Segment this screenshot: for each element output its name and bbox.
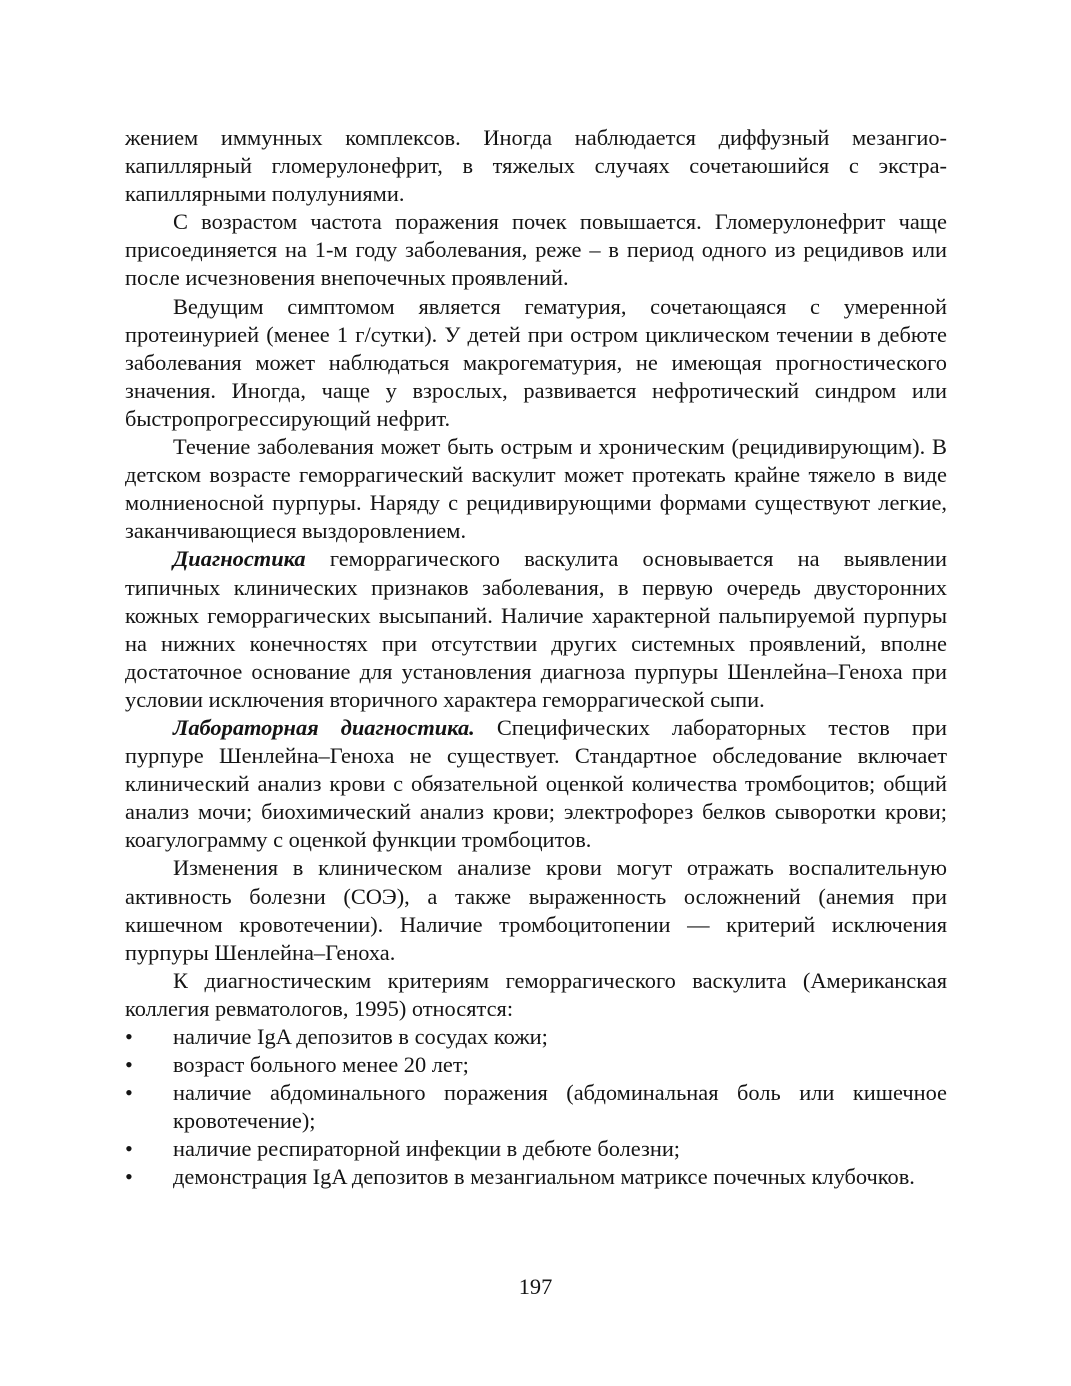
- criteria-list: [125, 1023, 947, 1192]
- list-item: [125, 1023, 947, 1051]
- bullet-icon: •: [125, 1024, 133, 1049]
- paragraph-lab-diagnostics: [125, 714, 947, 854]
- paragraph-blood-changes: Изменения в клиническом анализе крови могут отражать воспалительную активность болезни (СОЭ), а также выраженность осложнений (анемия при кишечном кровотечении). Наличие тромбоцитопении — критерий исключения пурпуры Шенлейна–Геноха.: [125, 855, 947, 965]
- page-body: [125, 124, 947, 1192]
- paragraph-leading-symptom: Ведущим симптомом является гематурия, сочетающаяся с умеренной протеинурией (менее 1 г/сутки). У детей при остром циклическом течении в дебюте заболевания может наблюдаться макрогематурия, не имеющая прогностического значения. Иногда, чаще у взрослых, развивается нефротический синдром или быстропрогрессирующий нефрит.: [125, 293, 947, 431]
- list-item: [125, 1079, 947, 1135]
- page-number: 197: [518, 1274, 553, 1299]
- paragraph-diagnostics: [125, 545, 947, 714]
- paragraph-disease-course: Течение заболевания может быть острым и хроническим (рецидивирующим). В детском возрасте геморрагический васкулит может протекать крайне тяжело в виде молниеносной пурпуры. Наряду с рецидивирующими формами существуют легкие, заканчивающиеся выздоровлением.: [125, 434, 947, 544]
- paragraph-age-frequency: С возрастом частота поражения почек повышается. Гломерулонефрит чаще присоединяется на 1-м году заболевания, реже – в период одного из рецидивов или после исчезновения внепочечных проявлений.: [125, 209, 947, 291]
- paragraph-glomerulonephritis-continuation: жением иммунных комплексов. Иногда наблюдается диффузный мезангиокапиллярный гломерулонефрит, в тяжелых случаях сочетаюшийся с экстракапиллярными полулуниями.: [125, 125, 947, 207]
- criterion-text: возраст больного менее 20 лет;: [173, 1052, 469, 1078]
- lab-diagnostics-text: Специфических лабораторных тестов при пурпуре Шенлейна–Геноха не существует. Стандартное обследование включает клинический анализ крови с обязательной оценкой количества тромбоцитов; общий анализ мочи; биохимический анализ крови; электрофорез белков сыворотки крови; коагулограмму с оценкой функции тромбоцитов.: [125, 714, 947, 853]
- criterion-text: наличие IgA депозитов в сосудах кожи;: [173, 1024, 548, 1049]
- diagnostics-heading: Диагностика: [173, 546, 306, 572]
- bullet-icon: •: [125, 1136, 133, 1162]
- diagnostics-text: геморрагического васкулита основывается на выявлении типичных клинических признаков заболевания, в первую очередь двусторонних кожных геморрагических высыпаний. Наличие характерной пальпируемой пурпуры на нижних конечностях при отсутствии других системных проявлений, вполне достаточное основание для установления диагноза пурпуры Шенлейна–Геноха при условии исключения вторичного характера геморрагической сыпи.: [125, 546, 947, 712]
- bullet-icon: •: [125, 1052, 133, 1078]
- list-item: [125, 1163, 947, 1191]
- list-item: [125, 1135, 947, 1163]
- lab-diagnostics-heading: Лабораторная диагностика.: [173, 714, 475, 740]
- bullet-icon: •: [125, 1164, 133, 1190]
- criterion-text: наличие респираторной инфекции в дебюте болезни;: [173, 1136, 681, 1162]
- list-item: [125, 1051, 947, 1079]
- criterion-text: наличие абдоминального поражения (абдоминальная боль или кишечное кровотечение);: [173, 1080, 947, 1134]
- bullet-icon: •: [125, 1080, 133, 1106]
- paragraph-criteria-intro: К диагностическим критериям геморрагического васкулита (Американская коллегия ревматологов, 1995) относятся:: [125, 967, 947, 1021]
- criterion-text: демонстрация IgA депозитов в мезангиальном матриксе почечных клубочков.: [173, 1164, 915, 1190]
